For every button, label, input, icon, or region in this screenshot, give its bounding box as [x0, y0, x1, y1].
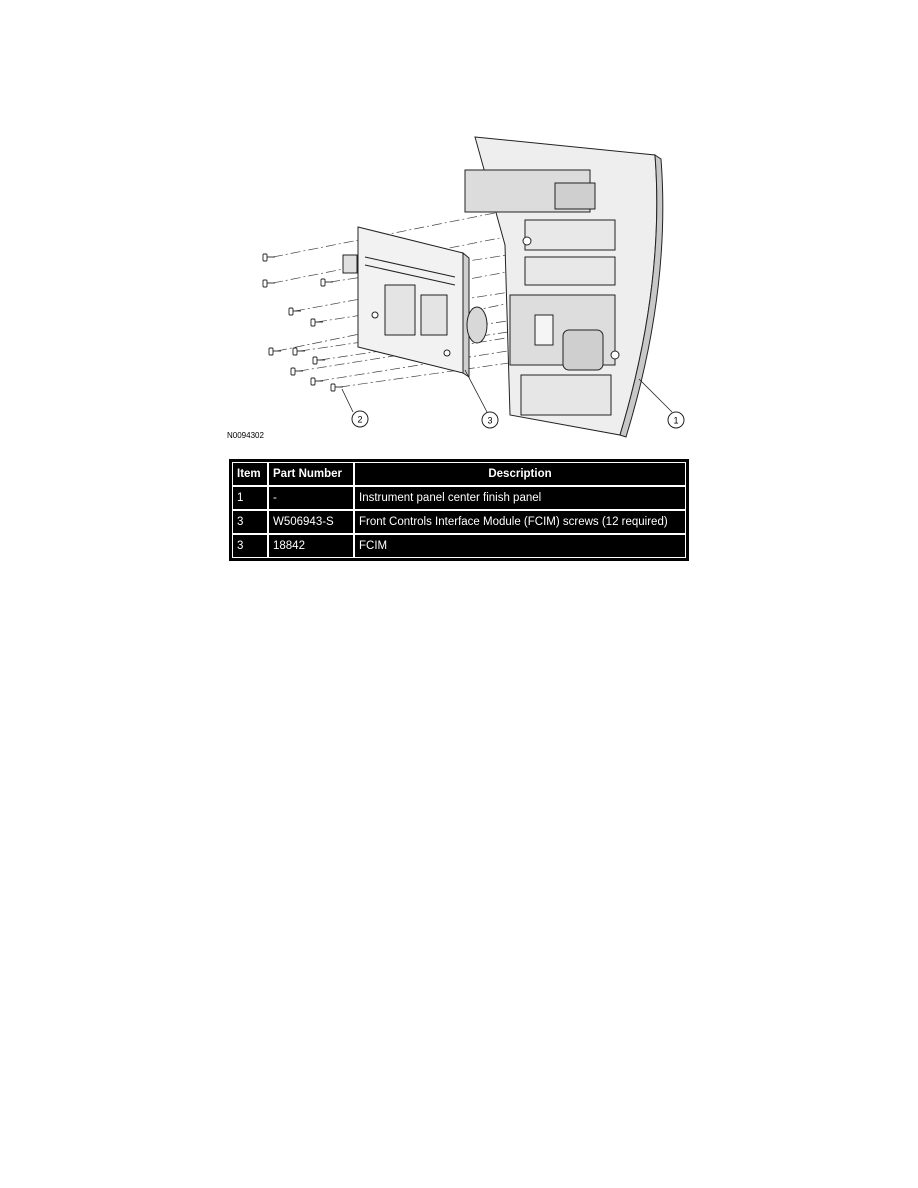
cell-part-number: W506943-S [268, 510, 354, 534]
cell-item: 3 [232, 534, 268, 558]
screw [263, 280, 275, 287]
center-finish-panel [465, 137, 663, 437]
screw [313, 357, 325, 364]
header-part-number: Part Number [268, 462, 354, 486]
screw [291, 368, 303, 375]
fcim-exploded-diagram [225, 125, 695, 445]
header-description: Description [354, 462, 686, 486]
screw [331, 384, 343, 391]
table-row [232, 510, 686, 534]
screw [311, 319, 323, 326]
table-row [232, 534, 686, 558]
table-header-row [232, 462, 686, 486]
cell-description: FCIM [354, 534, 686, 558]
cell-item: 3 [232, 510, 268, 534]
screw [321, 279, 333, 286]
cell-part-number: 18842 [268, 534, 354, 558]
cell-item: 1 [232, 486, 268, 510]
svg-text:3: 3 [487, 415, 493, 426]
svg-text:1: 1 [673, 415, 679, 426]
callout-3 [482, 412, 498, 428]
callout-2 [352, 411, 368, 427]
header-item: Item [232, 462, 268, 486]
screw [293, 348, 305, 355]
svg-text:2: 2 [357, 414, 363, 425]
table-row [232, 486, 686, 510]
screw [269, 348, 281, 355]
screw [311, 378, 323, 385]
screw [263, 254, 275, 261]
cell-description: Instrument panel center finish panel [354, 486, 686, 510]
fcim-module [343, 227, 487, 377]
exploded-view-illustration [225, 125, 695, 445]
callout-1 [668, 412, 684, 428]
cell-part-number: - [268, 486, 354, 510]
figure-id-label: N0094302 [227, 431, 264, 440]
parts-table [229, 459, 689, 561]
cell-description: Front Controls Interface Module (FCIM) screws (12 required) [354, 510, 686, 534]
screw [289, 308, 301, 315]
